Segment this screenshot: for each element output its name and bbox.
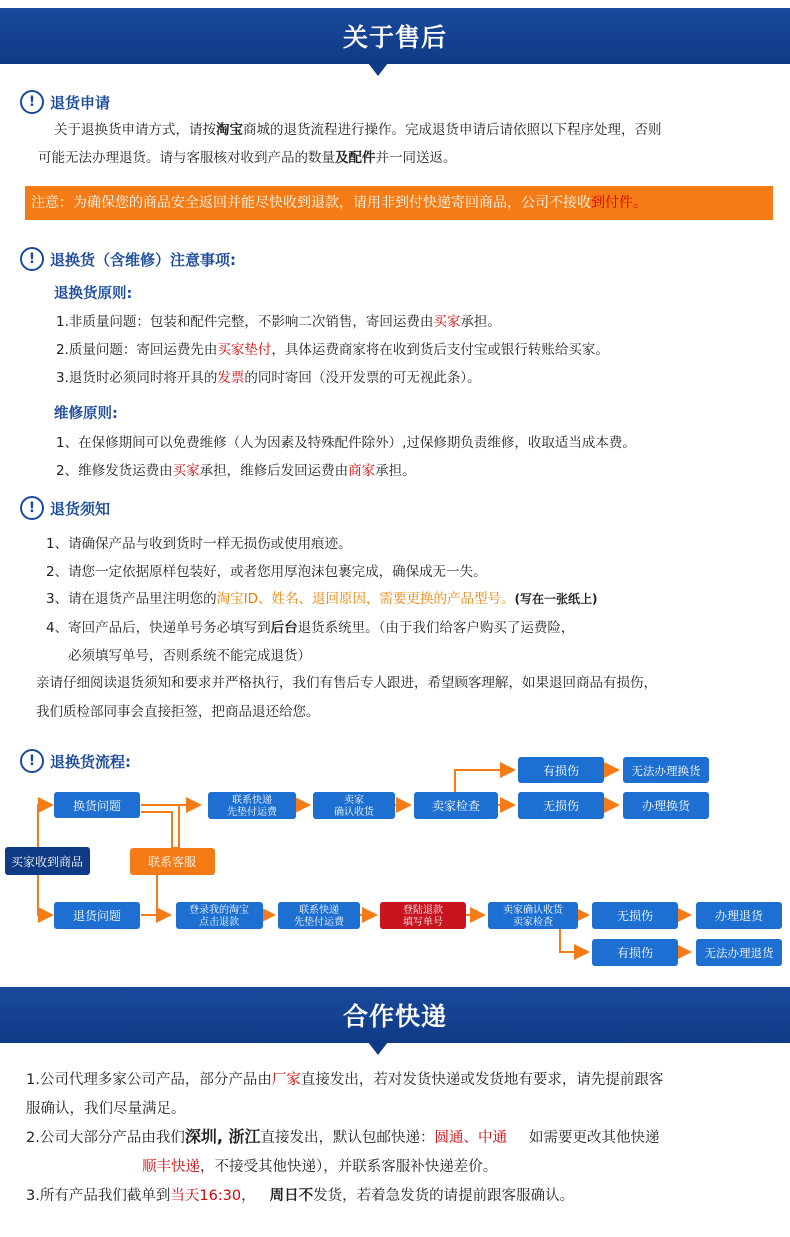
note-1: 1、请确保产品与收到货时一样无损伤或使用痕迹。: [46, 536, 352, 552]
svg-text:点击退款: 点击退款: [199, 917, 239, 928]
repair-1: 1、在保修期间可以免费维修（人为因素及特殊配件除外）,过保修期负责维修，收取适当成本费。: [56, 435, 636, 451]
return-apply-title: 退货申请: [50, 93, 111, 112]
note-4-cont: 必须填写单号，否则系统不能完成退货）: [68, 648, 311, 664]
svg-text:填写单号: 填写单号: [403, 917, 443, 928]
closing-2: 我们质检部同事会直接拒签，把商品退还给您。: [36, 704, 320, 720]
svg-text:买家收到商品: 买家收到商品: [10, 855, 84, 869]
flow-ex-inspect: [414, 792, 498, 819]
flow-ex-undamaged: [518, 792, 604, 819]
return-apply-heading: [20, 90, 110, 114]
flow-exchange-issue: [54, 792, 140, 818]
return-apply-line2: 可能无法办理退货。请与客服核对收到产品的数量及配件并一同送返。: [38, 150, 457, 166]
principle-title: 退换货原则:: [54, 286, 133, 302]
svg-text:登陆退款: 登陆退款: [403, 905, 443, 916]
note-4: 4、寄回产品后，快递单号务必填写到后台退货系统里。（由于我们给客户购买了运费险，: [46, 620, 575, 636]
flow-ex-damaged: [518, 757, 604, 783]
coop-line-3: 3.所有产品我们截单到当天16:30， 周日不发货，若着急发货的请提前跟客服确认。: [26, 1188, 575, 1204]
exchange-title: 退换货（含维修）注意事项:: [50, 250, 236, 269]
repair-2: 2、维修发货运费由买家承担，维修后发回运费由商家承担。: [56, 463, 416, 479]
closing-1: 亲请仔细阅读退货须知和要求并严格执行，我们有售后专人跟进，希望顾客理解，如果退回商品有损伤，: [36, 675, 657, 691]
svg-text:换货问题: 换货问题: [72, 799, 122, 813]
svg-text:联系快递: 联系快递: [299, 905, 339, 916]
notes-title: 退货须知: [50, 499, 111, 518]
svg-text:先垫付运费: 先垫付运费: [294, 917, 344, 928]
svg-text:卖家: 卖家: [344, 795, 364, 806]
svg-text:无法办理换货: 无法办理换货: [631, 764, 701, 778]
svg-text:无损伤: 无损伤: [616, 909, 654, 923]
cooperation-title: 合作快递: [342, 1002, 447, 1031]
coop-line-2b: 顺丰快递，不接受其他快递），并联系客服补快递差价。: [142, 1159, 498, 1175]
flow-rt-seller: [488, 902, 578, 929]
svg-text:卖家检查: 卖家检查: [513, 917, 553, 928]
svg-text:无损伤: 无损伤: [542, 799, 580, 813]
flow-ex-do: [623, 792, 709, 819]
flow-rt-undamaged: [592, 902, 678, 929]
flow-ex-cannot: [623, 757, 709, 783]
svg-text:卖家检查: 卖家检查: [431, 799, 481, 813]
notes-heading: [20, 496, 110, 520]
exchange-heading: [20, 247, 236, 271]
flow-rt-cannot: [696, 939, 782, 966]
svg-text:无法办理退货: 无法办理退货: [704, 946, 774, 960]
principle-1: 1.非质量问题：包装和配件完整，不影响二次销售，寄回运费由买家承担。: [56, 314, 501, 330]
svg-text:办理退货: 办理退货: [714, 909, 764, 923]
flow-rt-fill: [380, 902, 466, 929]
coop-line-1: 1.公司代理多家公司产品，部分产品由厂家直接发出，若对发货快递或发货地有要求，请先提前跟客: [26, 1072, 664, 1088]
flow-rt-do: [696, 902, 782, 929]
svg-text:办理换货: 办理换货: [641, 799, 691, 813]
svg-text:确认收货: 确认收货: [334, 807, 374, 818]
svg-text:有损伤: 有损伤: [616, 946, 654, 960]
flow-title: 退换货流程:: [50, 752, 131, 771]
exclamation-icon: !: [20, 90, 44, 114]
flow-return-issue: [54, 902, 140, 929]
flow-ex-ship: [208, 792, 296, 819]
exclamation-icon: !: [20, 749, 44, 773]
flow-receive: [5, 847, 90, 875]
cooperation-banner: [0, 987, 790, 1043]
return-apply-line1: 关于退换货申请方式，请按淘宝商城的退货流程进行操作。完成退货申请后请依照以下程序处理，否则: [54, 122, 662, 138]
svg-text:先垫付运费: 先垫付运费: [227, 807, 277, 818]
flow-rt-login: [176, 902, 263, 929]
flow-contact-service: [130, 848, 215, 875]
repair-title: 维修原则:: [54, 406, 118, 422]
flow-rt-damaged: [592, 939, 678, 966]
flow-diagram: [0, 750, 790, 990]
coop-line-1b: 服确认，我们尽量满足。: [26, 1101, 186, 1117]
principle-3: 3.退货时必须同时将开具的发票的同时寄回（没开发票的可无视此条）。: [56, 370, 481, 386]
svg-text:联系客服: 联系客服: [147, 855, 197, 869]
flow-ex-seller-confirm: [313, 792, 395, 819]
principle-2: 2.质量问题：寄回运费先由买家垫付，具体运费商家将在收到货后支付宝或银行转账给买家。: [56, 342, 609, 358]
coop-line-2: 2.公司大部分产品由我们深圳, 浙江直接发出，默认包邮快递：圆通、中通 如需要更改其他快递: [26, 1127, 660, 1146]
exclamation-icon: !: [20, 247, 44, 271]
after-sales-title: 关于售后: [342, 23, 447, 52]
svg-text:卖家确认收货: 卖家确认收货: [503, 905, 563, 916]
exclamation-icon: !: [20, 496, 44, 520]
svg-text:退货问题: 退货问题: [72, 909, 122, 923]
banner-notch: [368, 63, 388, 76]
flow-rt-ship: [278, 902, 360, 929]
svg-text:登录我的淘宝: 登录我的淘宝: [189, 905, 249, 916]
banner-notch: [368, 1042, 388, 1055]
svg-text:联系快递: 联系快递: [232, 795, 272, 806]
note-3: 3、请在退货产品里注明您的淘宝ID、姓名、退回原因，需要更换的产品型号。(写在一张纸上): [46, 591, 598, 607]
note-2: 2、请您一定依据原样包装好，或者您用厚泡沫包裹完成，确保成无一失。: [46, 564, 487, 580]
svg-text:有损伤: 有损伤: [542, 764, 580, 778]
after-sales-banner: [0, 8, 790, 64]
notice-bar: 注意：为确保您的商品安全返回并能尽快收到退款，请用非到付快递寄回商品，公司不接收到付件。: [25, 186, 773, 220]
